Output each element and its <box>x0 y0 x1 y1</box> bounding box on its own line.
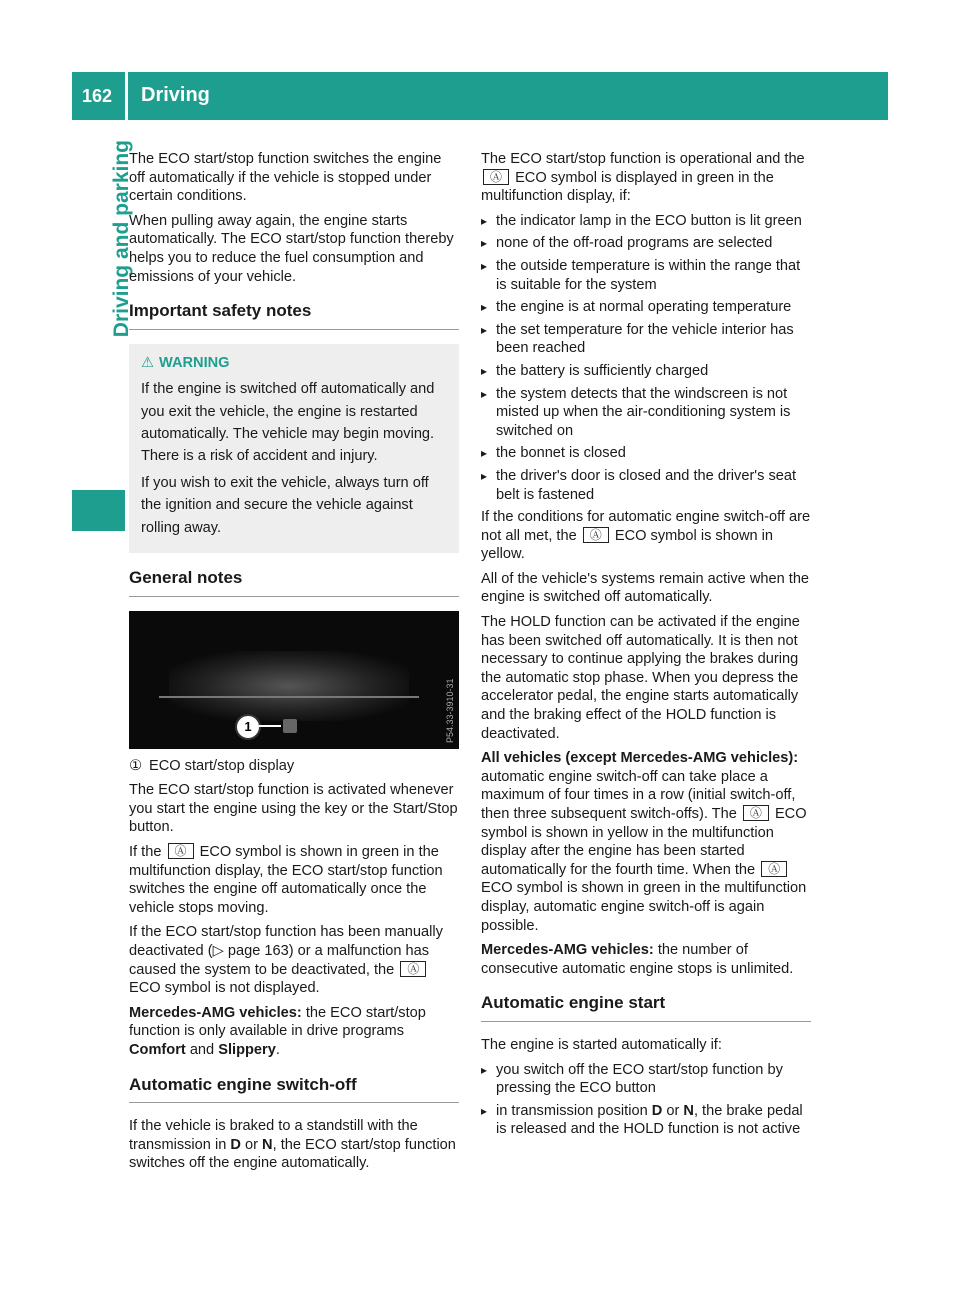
engine-start-heading: Automatic engine start <box>481 994 811 1022</box>
switch-off-paragraph <box>129 1117 459 1173</box>
text: If the ECO start/stop function has been manually deactivated ( <box>129 924 443 959</box>
text: in transmission position <box>496 1102 648 1119</box>
text: the number of consecutive automatic engine stops is unlimited. <box>481 942 794 977</box>
eco-start-stop-icon: Ⓐ <box>168 843 194 859</box>
text: ECO symbol is shown in green in the multifunction display, automatic engine switch-off is again possible. <box>481 880 807 934</box>
position-d: D <box>651 1102 663 1119</box>
text: If the conditions for automatic engine switch-off are not all met, the <box>481 509 811 544</box>
position-n: N <box>262 1136 273 1153</box>
all-vehicles-paragraph <box>481 749 811 935</box>
figure-id: P54.33-3910-31 <box>445 678 455 743</box>
list-item: ▸ none of the off-road programs are selected <box>481 234 811 253</box>
list-item: ▸ the engine is at normal operating temperature <box>481 298 811 317</box>
sidebar-marker <box>72 490 125 531</box>
amg-paragraph <box>481 941 811 978</box>
warning-text: If the engine is switched off automatically and you exit the vehicle, the engine is restarted automatically. The vehicle may begin moving. There is a risk of accident and injury. <box>141 381 435 465</box>
eco-start-stop-icon: Ⓐ <box>400 961 426 977</box>
text: , the ECO start/stop function switches off the engine automatically. <box>129 1136 456 1172</box>
display-glow <box>169 651 409 721</box>
list-item: ▸ you switch off the ECO start/stop function by pressing the ECO button <box>481 1061 811 1098</box>
callout-text: ECO start/stop display <box>149 757 295 774</box>
green-symbol-paragraph <box>129 843 459 917</box>
page-reference[interactable]: page 163 <box>227 942 289 959</box>
list-item: ▸ the battery is sufficiently charged <box>481 362 811 381</box>
eco-start-stop-icon: Ⓐ <box>483 169 509 185</box>
warning-header <box>141 352 451 374</box>
right-column <box>481 150 811 1143</box>
list-item: ▸ the set temperature for the vehicle interior has been reached <box>481 321 811 358</box>
intro-paragraph: The ECO start/stop function switches the engine off automatically if the vehicle is stopped under certain conditions. <box>129 151 442 205</box>
eco-start-stop-icon: Ⓐ <box>743 805 769 821</box>
sidebar-chapter-label: Driving and parking <box>110 140 133 338</box>
program-slippery: Slippery <box>218 1041 276 1058</box>
left-column <box>129 150 459 1179</box>
text: , the brake pedal is released and the HOLD function is not active <box>496 1102 803 1138</box>
section-title: Driving <box>141 84 210 106</box>
start-conditions-list <box>481 1061 811 1139</box>
eco-start-stop-icon: Ⓐ <box>583 527 609 543</box>
warning-triangle-icon: ⚠ <box>141 354 155 371</box>
warning-title: WARNING <box>159 354 230 371</box>
amg-label: Mercedes-AMG vehicles: <box>481 942 654 959</box>
all-vehicles-label: All vehicles (except Mercedes-AMG vehicles): <box>481 750 799 767</box>
program-comfort: Comfort <box>129 1041 186 1058</box>
warning-box <box>129 344 459 553</box>
text: If the vehicle is braked to a standstill with the transmission in <box>129 1118 418 1153</box>
figure-callout: 1 <box>235 714 261 740</box>
text: ECO symbol is shown in yellow in the multifunction display after the engine has been started automatically for the fourth time. When the <box>481 806 807 878</box>
eco-display-figure <box>129 611 459 749</box>
position-n: N <box>683 1102 694 1119</box>
conditions-list <box>481 212 811 504</box>
intro-paragraph-2: When pulling away again, the engine starts automatically. The ECO start/stop function thereby helps you to reduce the fuel consumption and emissions of your vehicle. <box>129 212 454 285</box>
eco-start-stop-icon: Ⓐ <box>761 861 787 877</box>
general-notes-heading: General notes <box>129 569 459 597</box>
text: the ECO start/stop function is only available in drive programs <box>129 1004 426 1040</box>
hold-paragraph: The HOLD function can be activated if the engine has been switched off automatically. It is then not necessary to continue applying the brakes during the automatic stop phase. When you depress the accelerator pedal, the engine starts automatically and the braking effect of the HOLD function is deactivated. <box>481 614 800 742</box>
list-item <box>481 1102 811 1139</box>
list-item: ▸ the bonnet is closed <box>481 444 811 463</box>
display-line <box>159 696 419 698</box>
position-d: D <box>230 1136 241 1153</box>
text: or <box>666 1102 680 1119</box>
page-number: 162 <box>82 86 113 106</box>
page-ref-arrow-icon: ▷ <box>212 942 224 959</box>
callout-legend <box>129 757 459 776</box>
text: ECO symbol is shown in green in the multifunction display, the ECO start/stop function switches the engine off automatically once the vehicle stops moving. <box>129 843 443 916</box>
text: and <box>189 1041 215 1058</box>
text: The ECO start/stop function is operational and the <box>481 151 805 167</box>
text: If the <box>129 843 162 860</box>
callout-leader <box>259 725 281 727</box>
amg-label: Mercedes-AMG vehicles: <box>129 1004 302 1021</box>
text: automatic engine switch-off can take place a maximum of four times in a row (initial switch-off, then three subsequent switch-offs). The <box>481 768 796 822</box>
deactivated-paragraph <box>129 923 459 997</box>
text: ECO symbol is displayed in green in the multifunction display, if: <box>481 169 774 205</box>
operational-paragraph <box>481 150 811 206</box>
systems-paragraph: All of the vehicle's systems remain active when the engine is switched off automatically. <box>481 570 810 606</box>
warning-text-2: If you wish to exit the vehicle, always turn off the ignition and secure the vehicle against rolling away. <box>141 474 429 536</box>
callout-number-icon: ① <box>129 757 143 774</box>
amg-paragraph: Mercedes-AMG vehicles: the ECO start/stop function is only available in drive programs Comfort and Slippery. <box>129 1004 426 1058</box>
eco-start-stop-icon <box>283 719 297 733</box>
text: ) or a malfunction has caused the system to be deactivated, the <box>129 942 430 978</box>
switch-off-heading: Automatic engine switch-off <box>129 1076 459 1104</box>
list-item: ▸ the driver's door is closed and the driver's seat belt is fastened <box>481 467 811 504</box>
text: ECO symbol is shown in yellow. <box>481 527 774 563</box>
list-item: ▸ the outside temperature is within the range that is suitable for the system <box>481 257 811 294</box>
text: ECO symbol is not displayed. <box>129 980 320 997</box>
not-met-paragraph <box>481 508 811 564</box>
list-item: ▸ the system detects that the windscreen is not misted up when the air-conditioning system is switched on <box>481 385 811 441</box>
text: or <box>245 1136 258 1153</box>
header-divider <box>125 72 128 120</box>
page-header <box>72 72 888 120</box>
safety-notes-heading: Important safety notes <box>129 302 459 330</box>
list-item: ▸ the indicator lamp in the ECO button is lit green <box>481 212 811 231</box>
engine-start-intro: The engine is started automatically if: <box>481 1036 722 1053</box>
activation-paragraph: The ECO start/stop function is activated whenever you start the engine using the key or the Start/Stop button. <box>129 782 458 836</box>
